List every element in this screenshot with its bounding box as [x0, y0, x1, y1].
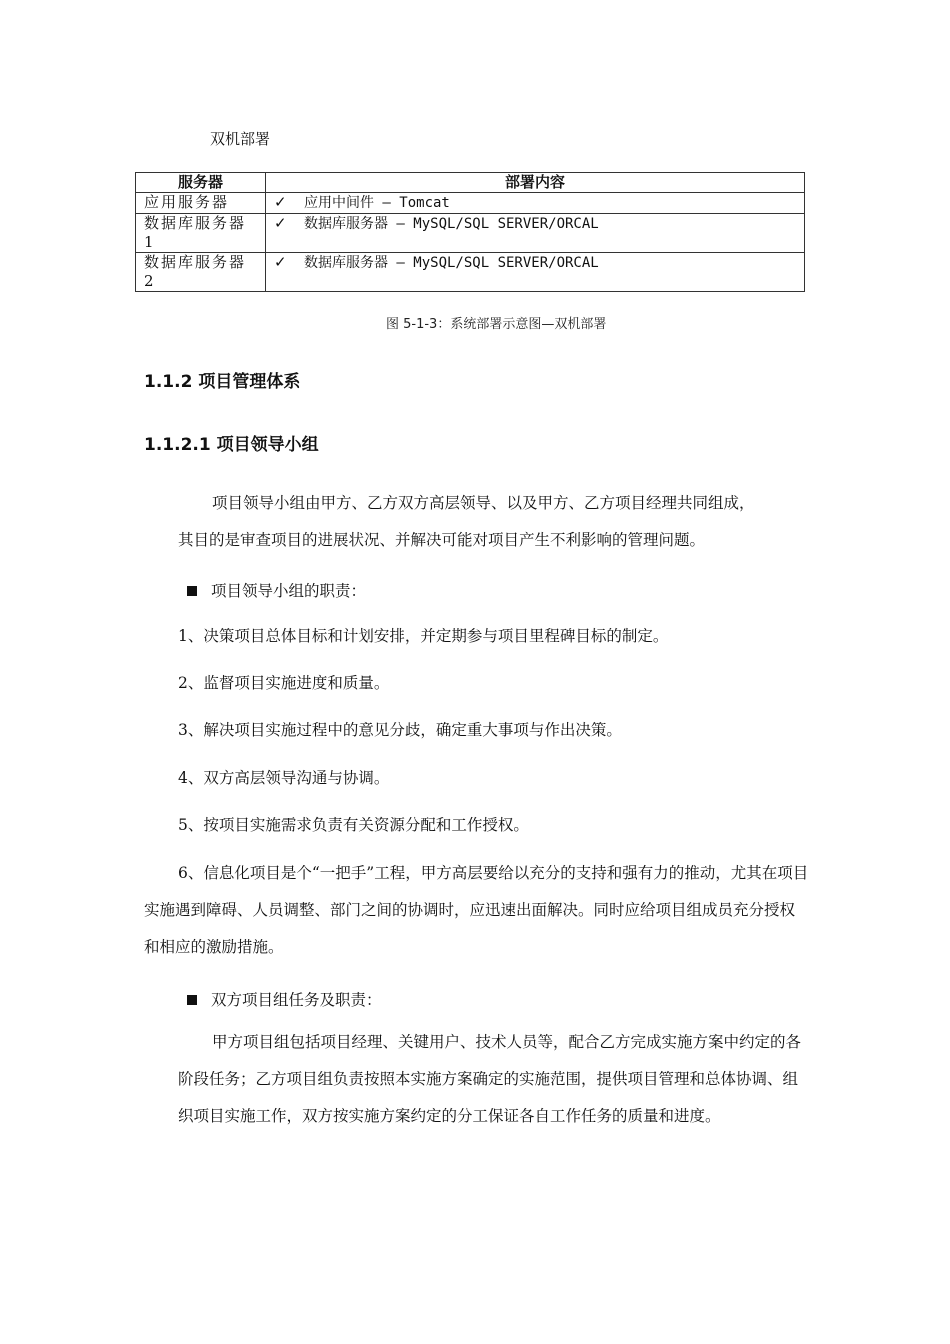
check-icon: ✓ — [274, 193, 287, 211]
bullet-item — [187, 982, 382, 1019]
paragraph-text: 6、信息化项目是个“一把手”工程，甲方高层要给以充分的支持和强有力的推动，尤其在项目实施遇到障碍、人员调整、部门之间的协调时，应迅速出面解决。同时应给项目组成员充分授权和相应的激励措施。 — [144, 864, 809, 956]
server-cell: 数据库服务器2 — [136, 253, 266, 292]
paragraph-line: 项目领导小组由甲方、乙方双方高层领导、以及甲方、乙方项目经理共同组成， — [212, 494, 755, 512]
header-server: 服务器 — [136, 173, 266, 193]
list-item: 3、解决项目实施过程中的意见分歧，确定重大事项与作出决策。 — [178, 721, 622, 739]
list-item: 2、监督项目实施进度和质量。 — [178, 674, 390, 692]
paragraph-text: 甲方项目组包括项目经理、关键用户、技术人员等，配合乙方完成实施方案中约定的各阶段任务；乙方项目组负责按照本实施方案确定的实施范围，提供项目管理和总体协调、组织项目实施工作，双方按实施方案约定的分工保证各自工作任务的质量和进度。 — [178, 1033, 802, 1125]
table-row — [136, 253, 805, 292]
content-cell: 数据库服务器 – MySQL/SQL SERVER/ORCAL — [304, 216, 599, 232]
subsection-heading: 1.1.2.1 项目领导小组 — [144, 435, 319, 455]
square-bullet-icon — [187, 995, 197, 1005]
figure-caption: 图 5-1-3：系统部署示意图—双机部署 — [386, 317, 607, 332]
paragraph — [178, 1024, 810, 1135]
table-row — [136, 214, 805, 253]
bullet-item — [187, 573, 366, 610]
header-content: 部署内容 — [266, 173, 805, 193]
server-cell: 数据库服务器1 — [136, 214, 266, 253]
intro-label: 双机部署 — [210, 130, 271, 148]
list-item: 5、按项目实施需求负责有关资源分配和工作授权。 — [178, 816, 529, 834]
server-cell: 应用服务器 — [136, 193, 266, 214]
bullet-text: 双方项目组任务及职责： — [211, 991, 382, 1009]
table-header-row — [136, 173, 805, 193]
table-row — [136, 193, 805, 214]
deployment-table — [135, 172, 805, 292]
content-cell: 数据库服务器 – MySQL/SQL SERVER/ORCAL — [304, 255, 599, 271]
section-heading: 1.1.2 项目管理体系 — [144, 372, 301, 392]
paragraph-line: 其目的是审查项目的进展状况、并解决可能对项目产生不利影响的管理问题。 — [178, 531, 706, 549]
paragraph — [144, 485, 809, 522]
content-cell: 应用中间件 – Tomcat — [304, 195, 450, 211]
check-icon: ✓ — [274, 214, 287, 232]
square-bullet-icon — [187, 586, 197, 596]
paragraph — [144, 855, 809, 966]
list-item: 4、双方高层领导沟通与协调。 — [178, 769, 390, 787]
bullet-text: 项目领导小组的职责： — [211, 582, 367, 600]
list-item: 1、决策项目总体目标和计划安排，并定期参与项目里程碑目标的制定。 — [178, 627, 669, 645]
check-icon: ✓ — [274, 253, 287, 271]
